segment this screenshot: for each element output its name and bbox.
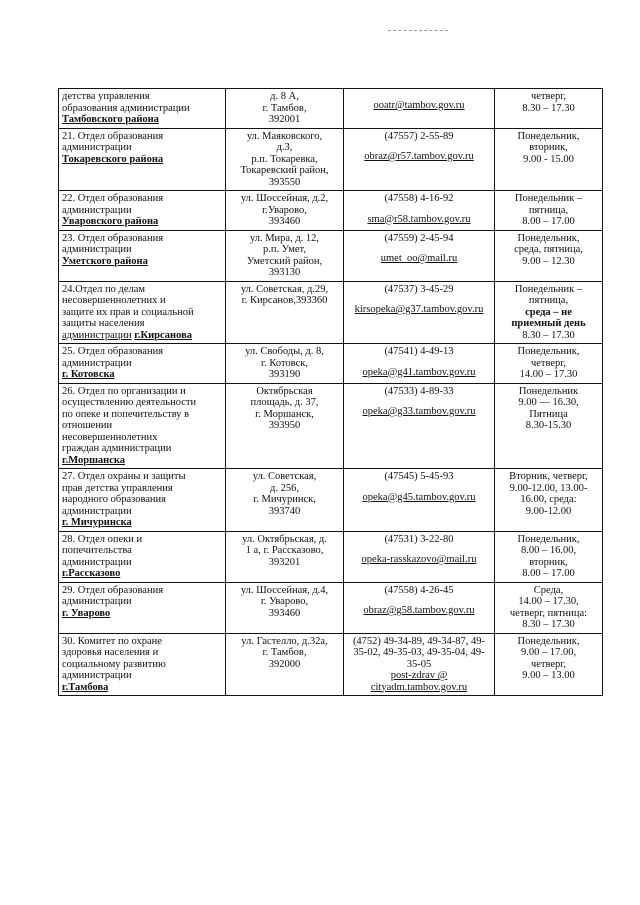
org-district: Тамбовского района xyxy=(62,114,159,125)
address-line: г. Мичуринск, xyxy=(253,494,316,505)
address-line: д. 256, xyxy=(270,482,299,494)
table-row xyxy=(59,469,603,532)
address-line: д.3, xyxy=(276,142,293,153)
table-row xyxy=(59,191,603,231)
address-line: Октябрьская xyxy=(256,385,313,397)
hours-line: приемный день xyxy=(511,318,586,329)
address-line: 393190 xyxy=(268,369,301,380)
address-line: ул. Октябрьская, д. xyxy=(242,533,327,545)
address-cell xyxy=(226,582,344,633)
hours-line: Понедельник, xyxy=(517,635,580,647)
org-district: г. Уварово xyxy=(62,607,111,619)
contact-cell xyxy=(344,582,495,633)
org-district: Уваровского района xyxy=(62,216,159,227)
address-line: ул. Шоссейная, д.4, xyxy=(240,584,329,596)
hours-line: Понедельник, xyxy=(517,533,580,545)
hours-line: 9.00-12.00 xyxy=(525,505,572,517)
hours-line: 16.00, среда: xyxy=(520,494,577,505)
address-line: г.Уварово, xyxy=(262,204,307,216)
phone-number: (47533) 4-89-33 xyxy=(384,385,454,397)
hours-cell xyxy=(495,469,603,532)
hours-cell xyxy=(495,582,603,633)
address-line: р.п. Умет, xyxy=(263,244,306,255)
email-link[interactable]: obraz@r57.tambov.gov.ru xyxy=(364,151,474,162)
org-name-line: администрации xyxy=(62,596,132,607)
hours-line: 8.30 – 17.30 xyxy=(522,102,575,114)
hours-line: среда – не xyxy=(525,306,572,318)
hours-line: 8.00 – 17.00 xyxy=(522,216,575,227)
org-name-line: администрации xyxy=(62,204,132,216)
address-cell xyxy=(226,230,344,281)
email-link[interactable]: opeka@g33.tambov.gov.ru xyxy=(362,406,476,417)
scan-mark xyxy=(388,30,448,32)
phone-number: (47558) 4-26-45 xyxy=(384,584,454,596)
hours-line: Вторник, четверг, xyxy=(509,471,588,482)
hours-line: пятница, xyxy=(528,295,569,306)
org-name-line: администрации xyxy=(62,556,132,568)
address-cell xyxy=(226,128,344,191)
org-name-line: 21. Отдел образования xyxy=(62,130,164,142)
phone-number: (47557) 2-55-89 xyxy=(384,130,454,142)
contact-cell xyxy=(344,89,495,129)
org-name-line: 23. Отдел образования xyxy=(62,232,164,244)
address-line: Уметский район, xyxy=(246,255,323,267)
hours-line: четверг, xyxy=(530,357,567,369)
hours-cell xyxy=(495,230,603,281)
address-line: ул. Маяковского, xyxy=(246,130,323,142)
hours-line: 8.00 – 17.00 xyxy=(522,568,575,579)
contact-cell xyxy=(344,281,495,344)
address-line: ул. Шоссейная, д.2, xyxy=(240,193,329,204)
address-line: Токаревский район, xyxy=(240,165,329,176)
org-name-line: попечительства xyxy=(62,545,132,556)
org-district: г. Мичуринска xyxy=(62,517,132,528)
table-row xyxy=(59,531,603,582)
hours-line: среда, пятница, xyxy=(514,244,583,255)
address-cell xyxy=(226,633,344,696)
hours-cell xyxy=(495,128,603,191)
contact-cell xyxy=(344,191,495,231)
org-name-line: отношении xyxy=(62,420,113,431)
address-line: г. Кирсанов,393360 xyxy=(241,295,328,306)
org-name-cell xyxy=(59,344,226,384)
table-row xyxy=(59,344,603,384)
email-link[interactable]: obraz@g58.tambov.gov.ru xyxy=(363,605,475,616)
address-cell xyxy=(226,191,344,231)
address-cell xyxy=(226,281,344,344)
address-line: г. Моршанск, xyxy=(255,408,314,420)
contact-cell xyxy=(344,633,495,696)
table-row xyxy=(59,582,603,633)
address-line: ул. Советская, д.29, xyxy=(240,283,329,295)
hours-line: Понедельник, xyxy=(517,232,580,244)
org-name-cell xyxy=(59,281,226,344)
address-line: ул. Мира, д. 12, xyxy=(249,232,320,244)
org-name-line: детства управления xyxy=(62,91,150,102)
address-line: 393460 xyxy=(268,216,301,227)
contact-cell xyxy=(344,383,495,469)
address-line: 393550 xyxy=(268,176,301,188)
email-link[interactable]: opeka@g45.tambov.gov.ru xyxy=(362,491,476,503)
org-name-line: администрации xyxy=(62,357,132,369)
address-line: г. Котовск, xyxy=(261,357,308,369)
hours-line: 9.00-12.00, 13.00- xyxy=(509,482,588,494)
address-cell xyxy=(226,531,344,582)
contact-cell xyxy=(344,344,495,384)
org-name-cell xyxy=(59,531,226,582)
hours-line: Понедельник, xyxy=(517,130,580,142)
email-link[interactable]: opeka@g41.tambov.gov.ru xyxy=(362,366,476,378)
org-name-cell xyxy=(59,128,226,191)
org-name-cell xyxy=(59,89,226,129)
org-district: г. Котовска xyxy=(62,369,115,380)
hours-line: 9.00 – 12.30 xyxy=(522,255,575,267)
email-link[interactable]: kirsopeka@g37.tambov.gov.ru xyxy=(354,304,484,315)
hours-line: вторник, xyxy=(529,556,568,568)
hours-line: Понедельник – xyxy=(514,193,583,204)
org-name-line: администрации xyxy=(62,505,132,517)
table-row xyxy=(59,383,603,469)
phone-number: (4752) 49-34-89, 49-34-87, 49-35-02, 49-35-03, 49-35-04, 49-35-05 xyxy=(352,635,486,670)
org-name-line: 22. Отдел образования xyxy=(62,193,164,204)
address-line: г. Уварово, xyxy=(260,596,309,607)
contact-cell xyxy=(344,531,495,582)
org-name-line: социальному развитию xyxy=(62,658,166,670)
phone-number: (47537) 3-45-29 xyxy=(384,283,454,295)
org-name-line: образования администрации xyxy=(62,102,190,114)
address-line: ул. Советская, xyxy=(252,471,317,482)
table-row xyxy=(59,633,603,696)
org-name-line: 28. Отдел опеки и xyxy=(62,533,143,545)
contact-cell xyxy=(344,230,495,281)
address-line: ул. Свободы, д. 8, xyxy=(245,346,324,357)
hours-line: Понедельник, xyxy=(517,346,580,357)
address-line: 1 а, г. Рассказово, xyxy=(245,545,324,556)
org-district: г.Тамбова xyxy=(62,681,109,693)
org-name-line: защиты населения xyxy=(62,318,145,329)
hours-line: 8.30-15.30 xyxy=(525,420,572,431)
address-line: г. Тамбов, xyxy=(262,647,307,658)
org-name-line: по опеке и попечительству в xyxy=(62,408,190,420)
hours-line: Среда, xyxy=(533,584,564,596)
email-link[interactable]: ooatr@tambov.gov.ru xyxy=(373,100,465,111)
phone-number: (47531) 3-22-80 xyxy=(384,533,454,545)
hours-line: вторник, xyxy=(529,142,568,153)
email-link[interactable]: post-zdrav @ cityadm.tambov.gov.ru xyxy=(370,670,468,693)
address-line: 393201 xyxy=(268,556,301,568)
org-name-line: 25. Отдел образования xyxy=(62,346,164,357)
org-district: г.Кирсанова xyxy=(134,329,192,341)
org-name-cell xyxy=(59,383,226,469)
org-name-cell xyxy=(59,582,226,633)
org-name-line: администрации xyxy=(62,670,132,681)
address-line: ул. Гастелло, д.32а, xyxy=(241,635,328,647)
table-row xyxy=(59,89,603,129)
hours-line: четверг, пятница: xyxy=(509,607,588,619)
address-line: 393130 xyxy=(268,267,301,278)
org-district: г.Моршанска xyxy=(62,454,126,466)
hours-cell xyxy=(495,281,603,344)
org-name-line: прав детства управления xyxy=(62,482,173,494)
org-name-line: несовершеннолетних xyxy=(62,431,158,443)
table-row xyxy=(59,128,603,191)
phone-number: (47545) 5-45-93 xyxy=(384,471,454,482)
contacts-table-body xyxy=(59,89,603,696)
hours-cell xyxy=(495,633,603,696)
hours-cell xyxy=(495,89,603,129)
table-row xyxy=(59,230,603,281)
org-name-cell xyxy=(59,633,226,696)
hours-line: четверг, xyxy=(530,91,567,102)
email-link[interactable]: opeka-rasskazovo@mail.ru xyxy=(361,554,477,565)
address-line: 392000 xyxy=(268,658,301,670)
hours-line: 8.30 – 17.30 xyxy=(522,619,575,630)
address-line: г. Тамбов, xyxy=(262,102,307,114)
org-district: г.Рассказово xyxy=(62,568,121,579)
org-name-cell xyxy=(59,230,226,281)
phone-number: (47558) 4-16-92 xyxy=(384,193,454,204)
org-name-line: администрации xyxy=(62,244,132,255)
contacts-table xyxy=(58,88,603,696)
address-cell xyxy=(226,383,344,469)
hours-line: 9.00 – 17.00, xyxy=(520,647,577,658)
hours-line: Пятница xyxy=(529,408,568,420)
hours-line: 8.30 – 17.30 xyxy=(522,329,575,341)
hours-cell xyxy=(495,344,603,384)
phone-number: (47559) 2-45-94 xyxy=(384,232,454,244)
address-line: 393740 xyxy=(268,505,301,517)
table-row xyxy=(59,281,603,344)
org-district: Уметского района xyxy=(62,255,148,267)
org-name-line: защите их прав и социальной xyxy=(62,306,194,318)
hours-line: 14.00 – 17.30, xyxy=(518,596,579,607)
hours-line: четверг, xyxy=(530,658,567,670)
hours-line: 9.00 - 15.00 xyxy=(523,153,574,165)
address-line: д. 8 А, xyxy=(270,91,299,102)
address-line: 393460 xyxy=(268,607,301,619)
org-name-line: 30. Комитет по охране xyxy=(62,635,162,647)
hours-line: 9.00 – 13.00 xyxy=(522,670,575,681)
org-name-line: администрации xyxy=(62,329,132,341)
org-name-line: здоровья населения и xyxy=(62,647,159,658)
hours-cell xyxy=(495,531,603,582)
hours-cell xyxy=(495,383,603,469)
address-cell xyxy=(226,89,344,129)
org-name-line: несовершеннолетних и xyxy=(62,295,166,306)
org-name-cell xyxy=(59,469,226,532)
org-district: Токаревского района xyxy=(62,153,164,165)
org-name-line: 24.Отдел по делам xyxy=(62,283,146,295)
address-line: 393950 xyxy=(268,420,301,431)
phone-number: (47541) 4-49-13 xyxy=(384,346,454,357)
hours-line: 9.00 — 16.30, xyxy=(518,397,579,408)
org-name-line: граждан администрации xyxy=(62,443,172,454)
org-name-line: 26. Отдел по организации и xyxy=(62,385,186,397)
hours-cell xyxy=(495,191,603,231)
address-cell xyxy=(226,344,344,384)
org-name-line: 27. Отдел охраны и защиты xyxy=(62,471,186,482)
org-name-line: 29. Отдел образования xyxy=(62,584,164,596)
org-name-line: осуществлению деятельности xyxy=(62,397,197,408)
hours-line: 14.00 – 17.30 xyxy=(519,369,578,380)
email-link[interactable]: sma@r58.tambov.gov.ru xyxy=(367,213,471,225)
address-cell xyxy=(226,469,344,532)
address-line: р.п. Токаревка, xyxy=(251,153,318,165)
hours-line: 8.00 – 16.00, xyxy=(520,545,577,556)
contact-cell xyxy=(344,128,495,191)
org-name-line: народного образования xyxy=(62,494,166,505)
hours-line: пятница, xyxy=(528,204,569,216)
address-line: 392001 xyxy=(268,114,301,125)
hours-line: Понедельник xyxy=(518,385,579,397)
hours-line: Понедельник – xyxy=(514,283,583,295)
contact-cell xyxy=(344,469,495,532)
address-line: площадь, д. 37, xyxy=(250,397,319,408)
email-link[interactable]: umet_oo@mail.ru xyxy=(380,253,458,264)
org-name-line: администрации xyxy=(62,142,132,153)
org-name-cell xyxy=(59,191,226,231)
